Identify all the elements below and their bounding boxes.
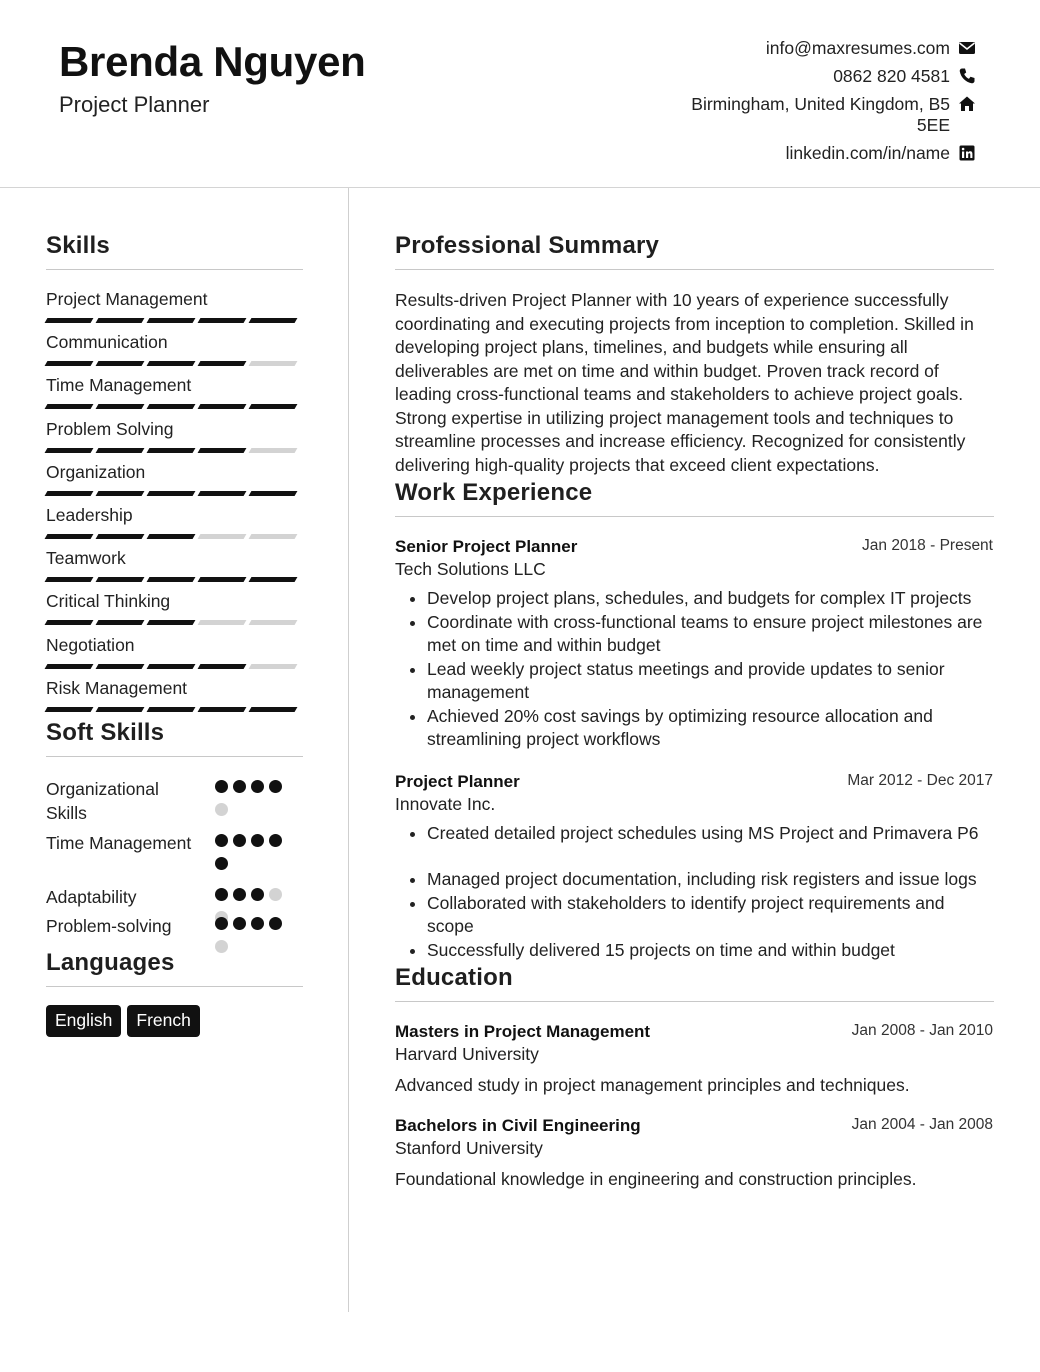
skill-level-segment [249, 404, 298, 409]
skill-item [46, 678, 303, 721]
soft-skill-item [46, 914, 303, 943]
education-dates: Jan 2004 - Jan 2008 [851, 1116, 993, 1133]
contact-email[interactable] [646, 38, 976, 59]
contact-linkedin[interactable] [646, 143, 976, 164]
contact-linkedin-text: linkedin.com/in/name [785, 143, 950, 163]
job-role: Senior Project Planner [395, 537, 578, 556]
job-entry [395, 537, 994, 752]
skill-level-segment [45, 664, 94, 669]
education-school: Harvard University [395, 1044, 539, 1064]
skill-level-segment [45, 534, 94, 539]
rating-dot [269, 780, 282, 793]
contact-phone[interactable] [646, 66, 976, 87]
skill-level-segment [96, 664, 145, 669]
skill-level-segment [96, 491, 145, 496]
skill-level-segment [147, 707, 196, 712]
skill-level-segment [198, 577, 247, 582]
skill-level-bar [46, 664, 303, 669]
job-dates: Mar 2012 - Dec 2017 [847, 771, 993, 789]
job-bullet: • Successfully delivered 15 projects on time and within budget [427, 939, 994, 963]
skill-level-segment [96, 577, 145, 582]
education-header [395, 1022, 994, 1042]
skill-level-segment [45, 448, 94, 453]
skill-level-bar [46, 318, 303, 323]
education-degree: Masters in Project Management [395, 1022, 651, 1041]
job-entry [395, 772, 994, 963]
skill-level-segment [45, 491, 94, 496]
skill-level-segment [45, 404, 94, 409]
skill-name: Organization [46, 461, 146, 482]
skill-level-segment [96, 620, 145, 625]
skills-heading: Skills [46, 232, 303, 270]
skill-level-segment [147, 664, 196, 669]
right-column [395, 232, 994, 1190]
languages-heading: Languages [46, 949, 303, 987]
skill-name: Problem Solving [46, 418, 174, 439]
education-list [395, 1022, 994, 1190]
skill-level-segment [198, 404, 247, 409]
rating-dot [215, 803, 228, 816]
skill-level-segment [249, 318, 298, 323]
job-bullet: • Develop project plans, schedules, and budgets for complex IT projects [427, 587, 994, 611]
skill-name: Leadership [46, 504, 133, 525]
education-entry [395, 1022, 994, 1096]
skill-level-segment [45, 318, 94, 323]
soft-skill-item [46, 831, 303, 885]
skill-level-segment [96, 361, 145, 366]
skill-level-segment [96, 318, 145, 323]
rating-dot [215, 917, 228, 930]
skill-level-segment [249, 620, 298, 625]
skill-level-segment [147, 448, 196, 453]
skill-level-segment [45, 620, 94, 625]
rating-dot [251, 780, 264, 793]
skills-list [46, 289, 303, 721]
skill-level-segment [249, 491, 298, 496]
skill-level-bar [46, 534, 303, 539]
skill-level-segment [249, 664, 298, 669]
candidate-title: Project Planner [59, 92, 210, 117]
language-tag: French [127, 1005, 199, 1037]
skill-item [46, 591, 303, 634]
job-bullet: • Collaborated with stakeholders to identify project requirements and scope [427, 892, 994, 939]
job-role: Project Planner [395, 771, 520, 791]
education-degree: Bachelors in Civil Engineering [395, 1116, 641, 1135]
job-dates: Jan 2018 - Present [862, 537, 993, 554]
rating-dot [233, 834, 246, 847]
rating-dot [215, 834, 228, 847]
job-bullet: • Created detailed project schedules using MS Project and Primavera P6 [427, 822, 994, 846]
rating-dot [215, 888, 228, 901]
rating-dot [251, 888, 264, 901]
skill-level-segment [45, 361, 94, 366]
summary-heading: Professional Summary [395, 232, 994, 270]
skill-level-bar [46, 620, 303, 625]
skill-item [46, 289, 303, 332]
skill-name: Negotiation [46, 634, 135, 655]
skill-level-segment [45, 577, 94, 582]
resume-header [0, 0, 1040, 188]
home-icon [958, 95, 976, 113]
skill-level-segment [96, 534, 145, 539]
skill-level-segment [96, 404, 145, 409]
summary-text: Results-driven Project Planner with 10 years of experience successfully coordinating and executing projects from inception to completion. Skilled in developing project plans, timelines, and budgets while ensuring all deliverables are met on time and within budget. Proven track record of leading cross-functional teams and stakeholders to achieve project goals. Strong expertise in utilizing project management tools and techniques to streamline processes and increase efficiency. Recognized for consistently delivering high-quality projects that exceed client expectations. [395, 290, 974, 475]
rating-dot [269, 888, 282, 901]
skill-level-segment [249, 534, 298, 539]
job-bullet: • Managed project documentation, including risk registers and issue logs [427, 868, 994, 892]
contact-block [646, 38, 976, 171]
skill-level-segment [198, 534, 247, 539]
job-bullet: • Coordinate with cross-functional teams to ensure project milestones are met on time and within budget [427, 611, 994, 658]
contact-email-text: info@maxresumes.com [765, 38, 950, 58]
rating-dot [269, 917, 282, 930]
skill-level-segment [198, 318, 247, 323]
job-bullets [395, 587, 994, 752]
soft-skill-name: Adaptability [46, 886, 137, 907]
skill-level-segment [198, 361, 247, 366]
skill-level-segment [147, 534, 196, 539]
skill-item [46, 635, 303, 678]
skill-level-segment [249, 448, 298, 453]
education-description: Foundational knowledge in engineering and construction principles. [395, 1169, 917, 1189]
education-entry [395, 1116, 994, 1190]
job-bullet: • Achieved 20% cost savings by optimizing resource allocation and streamlining project workflows [427, 705, 994, 752]
soft-skill-item [46, 777, 303, 831]
left-column [46, 232, 303, 1037]
rating-dot [233, 888, 246, 901]
job-header [395, 772, 994, 792]
rating-dot [215, 780, 228, 793]
soft-skill-name: Organizational Skills [46, 778, 159, 823]
skill-level-bar [46, 448, 303, 453]
phone-icon [958, 67, 976, 85]
envelope-icon [958, 39, 976, 57]
language-tags [46, 1005, 303, 1037]
rating-dot [215, 857, 228, 870]
experience-list [395, 537, 994, 962]
contact-address [646, 94, 976, 136]
education-heading: Education [395, 964, 994, 1002]
contact-phone-text: 0862 820 4581 [833, 66, 950, 86]
experience-heading: Work Experience [395, 479, 994, 517]
rating-dot [233, 917, 246, 930]
skill-level-segment [147, 318, 196, 323]
skill-level-bar [46, 577, 303, 582]
language-tag: English [46, 1005, 121, 1037]
rating-dot [269, 834, 282, 847]
soft-skills-heading: Soft Skills [46, 719, 303, 757]
soft-skill-rating [215, 834, 287, 870]
skill-name: Project Management [46, 289, 208, 309]
skill-level-segment [249, 361, 298, 366]
skill-item [46, 375, 303, 418]
skill-item [46, 462, 303, 505]
rating-dot [233, 780, 246, 793]
soft-skill-name: Time Management [46, 832, 192, 853]
education-header [395, 1116, 994, 1136]
skill-level-segment [147, 577, 196, 582]
soft-skill-rating [215, 917, 287, 953]
skill-item [46, 419, 303, 462]
soft-skill-rating [215, 780, 287, 816]
education-school: Stanford University [395, 1138, 543, 1158]
job-header [395, 537, 994, 557]
skill-level-segment [249, 707, 298, 712]
rating-dot [251, 834, 264, 847]
education-description: Advanced study in project management principles and techniques. [395, 1075, 910, 1095]
skill-level-segment [96, 448, 145, 453]
skill-name: Critical Thinking [46, 591, 171, 612]
skill-level-segment [45, 707, 94, 712]
skill-level-segment [147, 620, 196, 625]
contact-address-text: Birmingham, United Kingdom, B5 5EE [691, 94, 950, 135]
skill-level-bar [46, 707, 303, 712]
skill-item [46, 505, 303, 548]
skill-level-segment [147, 361, 196, 366]
skill-level-segment [198, 448, 247, 453]
rating-dot [251, 917, 264, 930]
skill-name: Communication [46, 332, 168, 353]
skill-level-segment [198, 620, 247, 625]
skill-level-bar [46, 404, 303, 409]
education-dates: Jan 2008 - Jan 2010 [851, 1022, 993, 1039]
column-divider [348, 188, 349, 1312]
soft-skills-list [46, 777, 303, 943]
job-company: Tech Solutions LLC [395, 559, 546, 579]
job-company: Innovate Inc. [395, 793, 496, 814]
skill-level-bar [46, 491, 303, 496]
job-bullets [395, 822, 994, 963]
skill-item [46, 332, 303, 375]
skill-name: Time Management [46, 375, 192, 396]
rating-dot [215, 940, 228, 953]
skill-level-segment [96, 707, 145, 712]
soft-skill-item [46, 885, 303, 914]
skill-level-segment [198, 707, 247, 712]
skill-level-bar [46, 361, 303, 366]
skill-level-segment [249, 577, 298, 582]
linkedin-icon [958, 144, 976, 162]
skill-item [46, 548, 303, 591]
skill-name: Teamwork [46, 548, 126, 569]
skill-level-segment [198, 664, 247, 669]
skill-level-segment [147, 404, 196, 409]
candidate-name: Brenda Nguyen [59, 38, 366, 85]
soft-skill-name: Problem-solving [46, 915, 172, 936]
skill-level-segment [198, 491, 247, 496]
skill-name: Risk Management [46, 677, 188, 698]
skill-level-segment [147, 491, 196, 496]
job-bullet: • Lead weekly project status meetings and provide updates to senior management [427, 658, 994, 705]
